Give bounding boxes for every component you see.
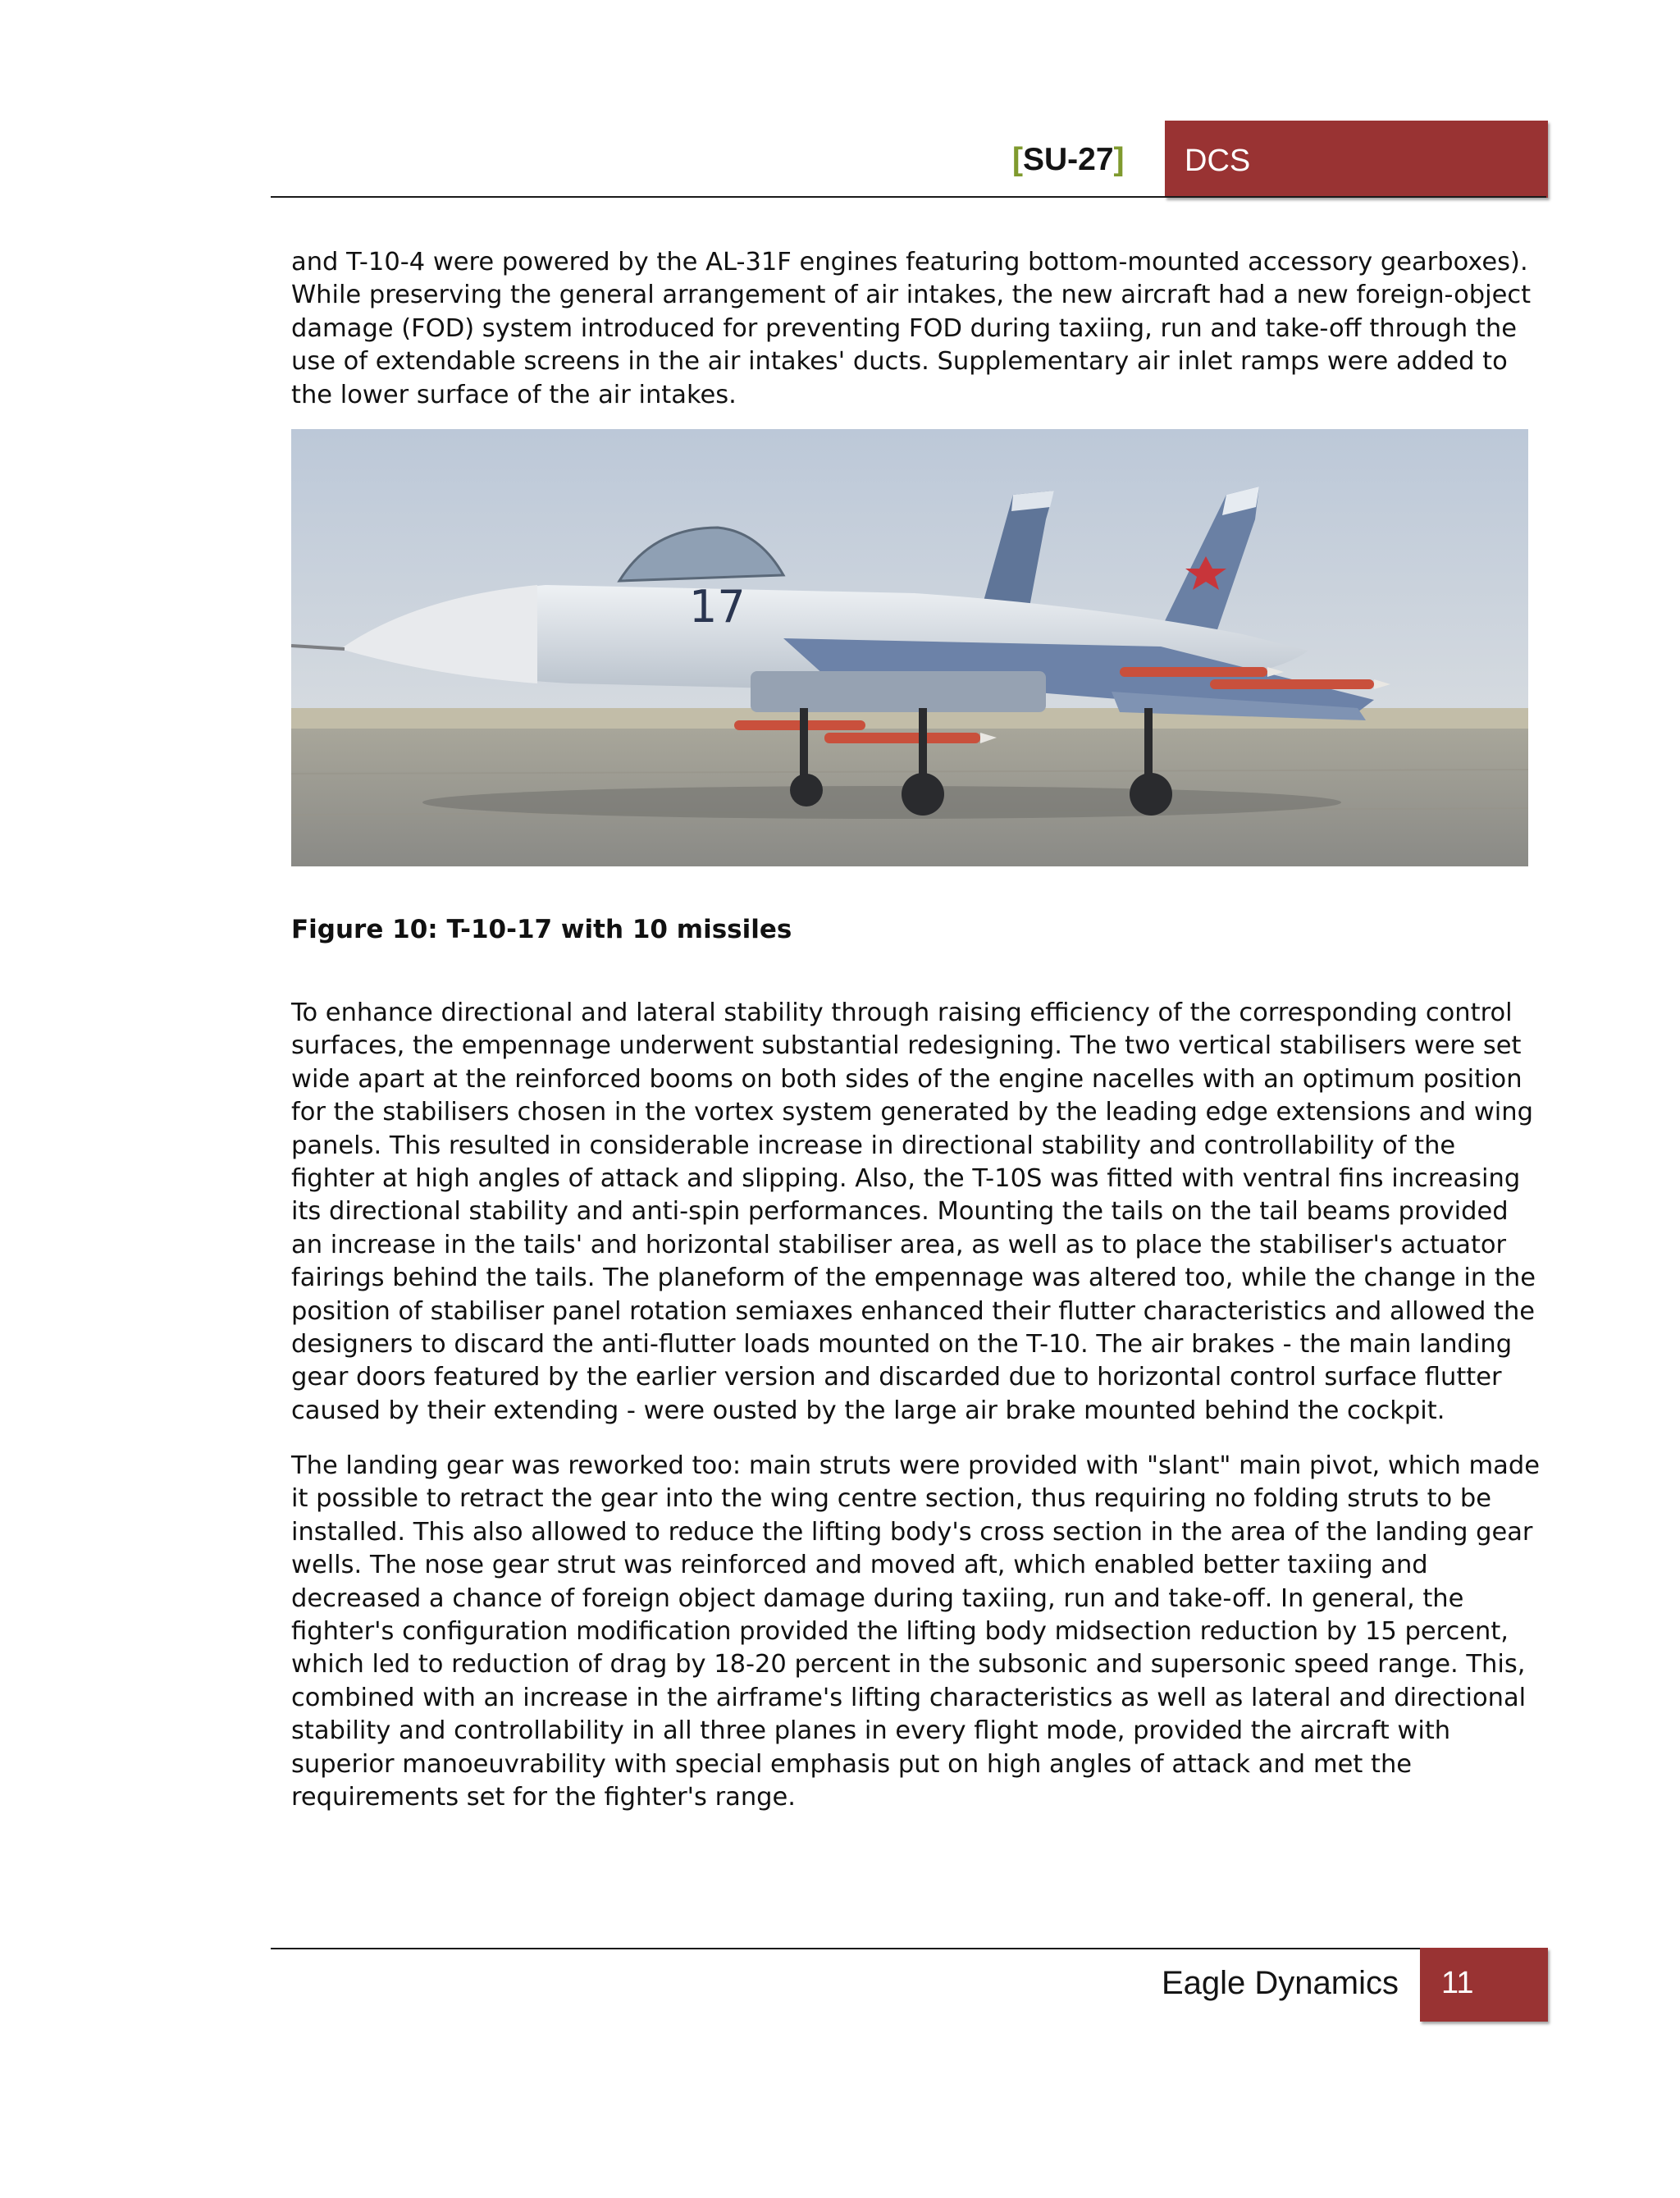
paragraph-empennage: To enhance directional and lateral stability through raising efficiency of the corresponding control surfaces, the empennage underwent substantial redesigning. The two vertical stabilisers were set wide apart at the reinforced booms on both sides of the engine nacelles with an optimum position for the stabilisers chosen in the vortex system generated by the leading edge extensions and wing panels. This resulted in considerable increase in directional stability and controllability of the fighter at high angles of attack and slipping. Also, the T-10S was fitted with ventral fins increasing its directional stability and anti-spin performances. Mounting the tails on the tail beams provided an increase in the tails' and horizontal stabiliser area, as well as to place the stabiliser's actuator fairings behind the tails. The planeform of the empennage was altered too, while the change in the position of stabiliser panel rotation semiaxes enhanced their flutter characteristics and allowed the designers to discard the anti-flutter loads mounted on the T-10. The air brakes - the main landing gear doors featured by the earlier version and discarded due to horizontal control surface flutter caused by their extending - were ousted by the large air brake mounted behind the cockpit. xyxy=(291,998,1536,1425)
bracket-open: [ xyxy=(1012,142,1023,177)
footer-brand: Eagle Dynamics xyxy=(1161,1965,1399,2001)
footer-rule xyxy=(271,1948,1546,1949)
bracket-close: ] xyxy=(1113,142,1125,177)
aircraft-number-label: 17 xyxy=(689,581,746,633)
doc-code: SU-27 xyxy=(1023,142,1114,177)
paragraph-landing-gear: The landing gear was reworked too: main struts were provided with "slant" main pivot, which made it possible to retract the gear into the wing centre section, thus requiring no folding struts to be installed. This also allowed to reduce the lifting body's cross section in the area of the landing gear wells. The nose gear strut was reinforced and moved aft, which enabled better taxiing and decreased a chance of foreign object damage during taxiing, run and take-off. In general, the fighter's configuration modification provided the lifting body midsection reduction by 15 percent, which led to reduction of drag by 18-20 percent in the subsonic and supersonic speed range. This, combined with an increase in the airframe's lifting characteristics as well as lateral and directional stability and controllability in all three planes in every flight mode, provided the aircraft with superior manoeuvrability with special emphasis put on high angles of attack and met the requirements set for the fighter's range. xyxy=(291,1451,1540,1812)
header-tab xyxy=(1165,121,1548,198)
page-number: 11 xyxy=(1441,1966,1474,2000)
paragraph-intake-fod: and T-10-4 were powered by the AL-31F engines featuring bottom-mounted accessory gearboxes). While preserving the general arrangement of air intakes, the new aircraft had a new foreign-object damage (FOD) system introduced for preventing FOD during taxiing, run and take-off through the use of extendable screens in the air intakes' ducts. Supplementary air inlet ramps were added to the lower surface of the air intakes. xyxy=(291,248,1532,409)
page-number-tab xyxy=(1420,1948,1548,2022)
aircraft-photo xyxy=(291,429,1528,866)
figure-caption: Figure 10: T-10-17 with 10 missiles xyxy=(291,915,792,944)
figure-aircraft-photo xyxy=(291,429,1528,866)
header-tab-label: DCS xyxy=(1185,144,1251,178)
document-title xyxy=(1012,135,1125,185)
header-rule xyxy=(271,196,1546,198)
